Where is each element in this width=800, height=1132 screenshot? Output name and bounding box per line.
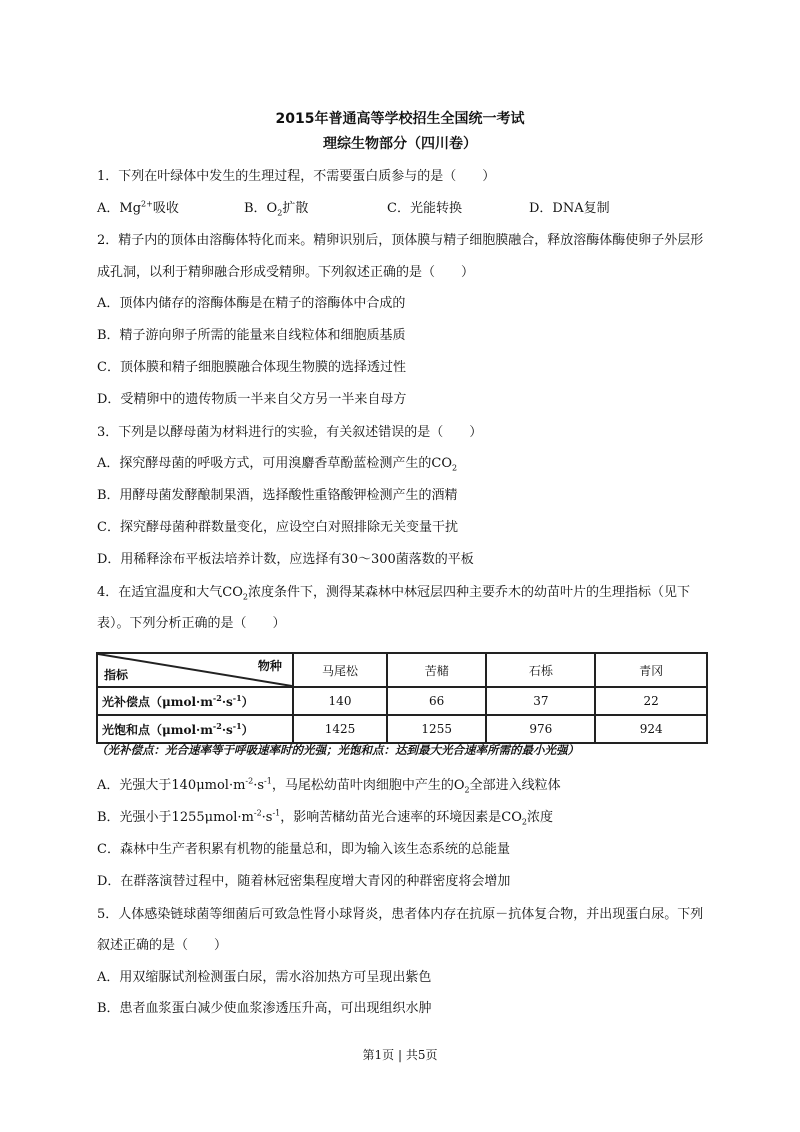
page-footer: 第1页 | 共5页 [362,1048,438,1062]
q3-option-b: B．用酵母菌发酵酿制果酒，选择酸性重铬酸钾检测产生的酒精 [97,488,458,503]
table-cell: 66 [387,687,486,715]
table-row [97,687,707,715]
q1-options [97,200,717,218]
q5-option-b: B．患者血浆蛋白减少使血浆渗透压升高，可出现组织水肿 [97,1001,432,1016]
q4-data-table [96,652,708,744]
q1-option-c: C．光能转换 [387,201,462,216]
q3-stem: 3．下列是以酵母菌为材料进行的实验，有关叙述错误的是（ ） [97,425,483,440]
exam-subtitle: 理综生物部分（四川卷） [323,136,477,152]
table-cell: 37 [486,687,595,715]
q5-stem-line2: 叙述正确的是（ ） [97,938,228,953]
q2-option-a: A．顶体内储存的溶酶体酶是在精子的溶酶体中合成的 [97,296,406,311]
q4-data-table-wrap [96,652,708,744]
species-header: 青冈 [595,653,707,687]
table-cell: 22 [595,687,707,715]
table-note: （光补偿点：光合速率等于呼吸速率时的光强；光饱和点：达到最大光合速率所需的最小光强） [96,743,579,757]
species-header: 石栎 [486,653,595,687]
table-cell: 1255 [387,715,486,743]
table-row [97,715,707,743]
row-label-compensation: 光补偿点$(\mu mol\cdot m^{-2}\cdot s^{-1})$ [97,687,293,715]
q2-option-c: C．顶体膜和精子细胞膜融合体现生物膜的选择透过性 [97,360,406,375]
q3-option-c: C．探究酵母菌种群数量变化，应设空白对照排除无关变量干扰 [97,520,458,535]
header-species-label: 物种 [257,659,282,673]
q3-option-a: A．探究酵母菌的呼吸方式，可用溴麝香草酚蓝检测产生的$CO_2$ [97,456,458,473]
table-cell: 924 [595,715,707,743]
species-header: 苦槠 [387,653,486,687]
row-label-saturation: 光饱和点$(\mu mol\cdot m^{-2}\cdot s^{-1})$ [97,715,293,743]
q4-option-a: A．光强大于$140\mu mol\cdot m^{-2}\cdot s^{-1}$，马尾松幼苗叶肉细胞中产生的$O_2$全部进入线粒体 [97,776,561,795]
q4-option-d: D．在群落演替过程中，随着林冠密集程度增大青冈的种群密度将会增加 [97,874,511,889]
q1-option-b: B．$O_2$扩散 [244,201,309,218]
table-cell: 140 [293,687,387,715]
q5-stem-line1: 5．人体感染链球菌等细菌后可致急性肾小球肾炎，患者体内存在抗原－抗体复合物，并出现蛋白尿。下列 [97,907,704,922]
table-cell: 976 [486,715,595,743]
q1-option-a: A．$Mg^{2+}$吸收 [97,199,179,216]
table-header-row [97,653,707,687]
q5-option-a: A．用双缩脲试剂检测蛋白尿，需水浴加热方可呈现出紫色 [97,970,432,985]
q2-option-d: D．受精卵中的遗传物质一半来自父方另一半来自母方 [97,392,407,407]
table-corner-cell [97,653,293,687]
table-cell: 1425 [293,715,387,743]
species-header: 马尾松 [293,653,387,687]
q4-stem-line1: 4．在适宜温度和大气$CO_2$浓度条件下，测得某森林中林冠层四种主要乔木的幼苗叶片的生理指标（见下 [97,585,690,602]
q1-stem: 1．下列在叶绿体中发生的生理过程，不需要蛋白质参与的是（ ） [97,169,496,184]
q4-option-c: C．森林中生产者积累有机物的能量总和，即为输入该生态系统的总能量 [97,842,510,857]
exam-title: 2015年普通高等学校招生全国统一考试 [275,111,525,127]
q3-option-d: D．用稀释涂布平板法培养计数，应选择有30～300菌落数的平板 [97,552,474,567]
header-index-label: 指标 [104,668,129,682]
q2-option-b: B．精子游向卵子所需的能量来自线粒体和细胞质基质 [97,328,406,343]
q2-stem-line1: 2．精子内的顶体由溶酶体特化而来。精卵识别后，顶体膜与精子细胞膜融合，释放溶酶体酶使卵子外层形 [97,233,704,248]
q4-stem-line2: 表）。下列分析正确的是（ ） [97,616,286,631]
q4-option-b: B．光强小于$1255\mu mol\cdot m^{-2}\cdot s^{-1}$，影响苦槠幼苗光合速率的环境因素是$CO_2$浓度 [97,808,553,827]
q1-option-d: D．DNA复制 [529,201,610,216]
q2-stem-line2: 成孔洞，以利于精卵融合形成受精卵。下列叙述正确的是（ ） [97,265,475,280]
